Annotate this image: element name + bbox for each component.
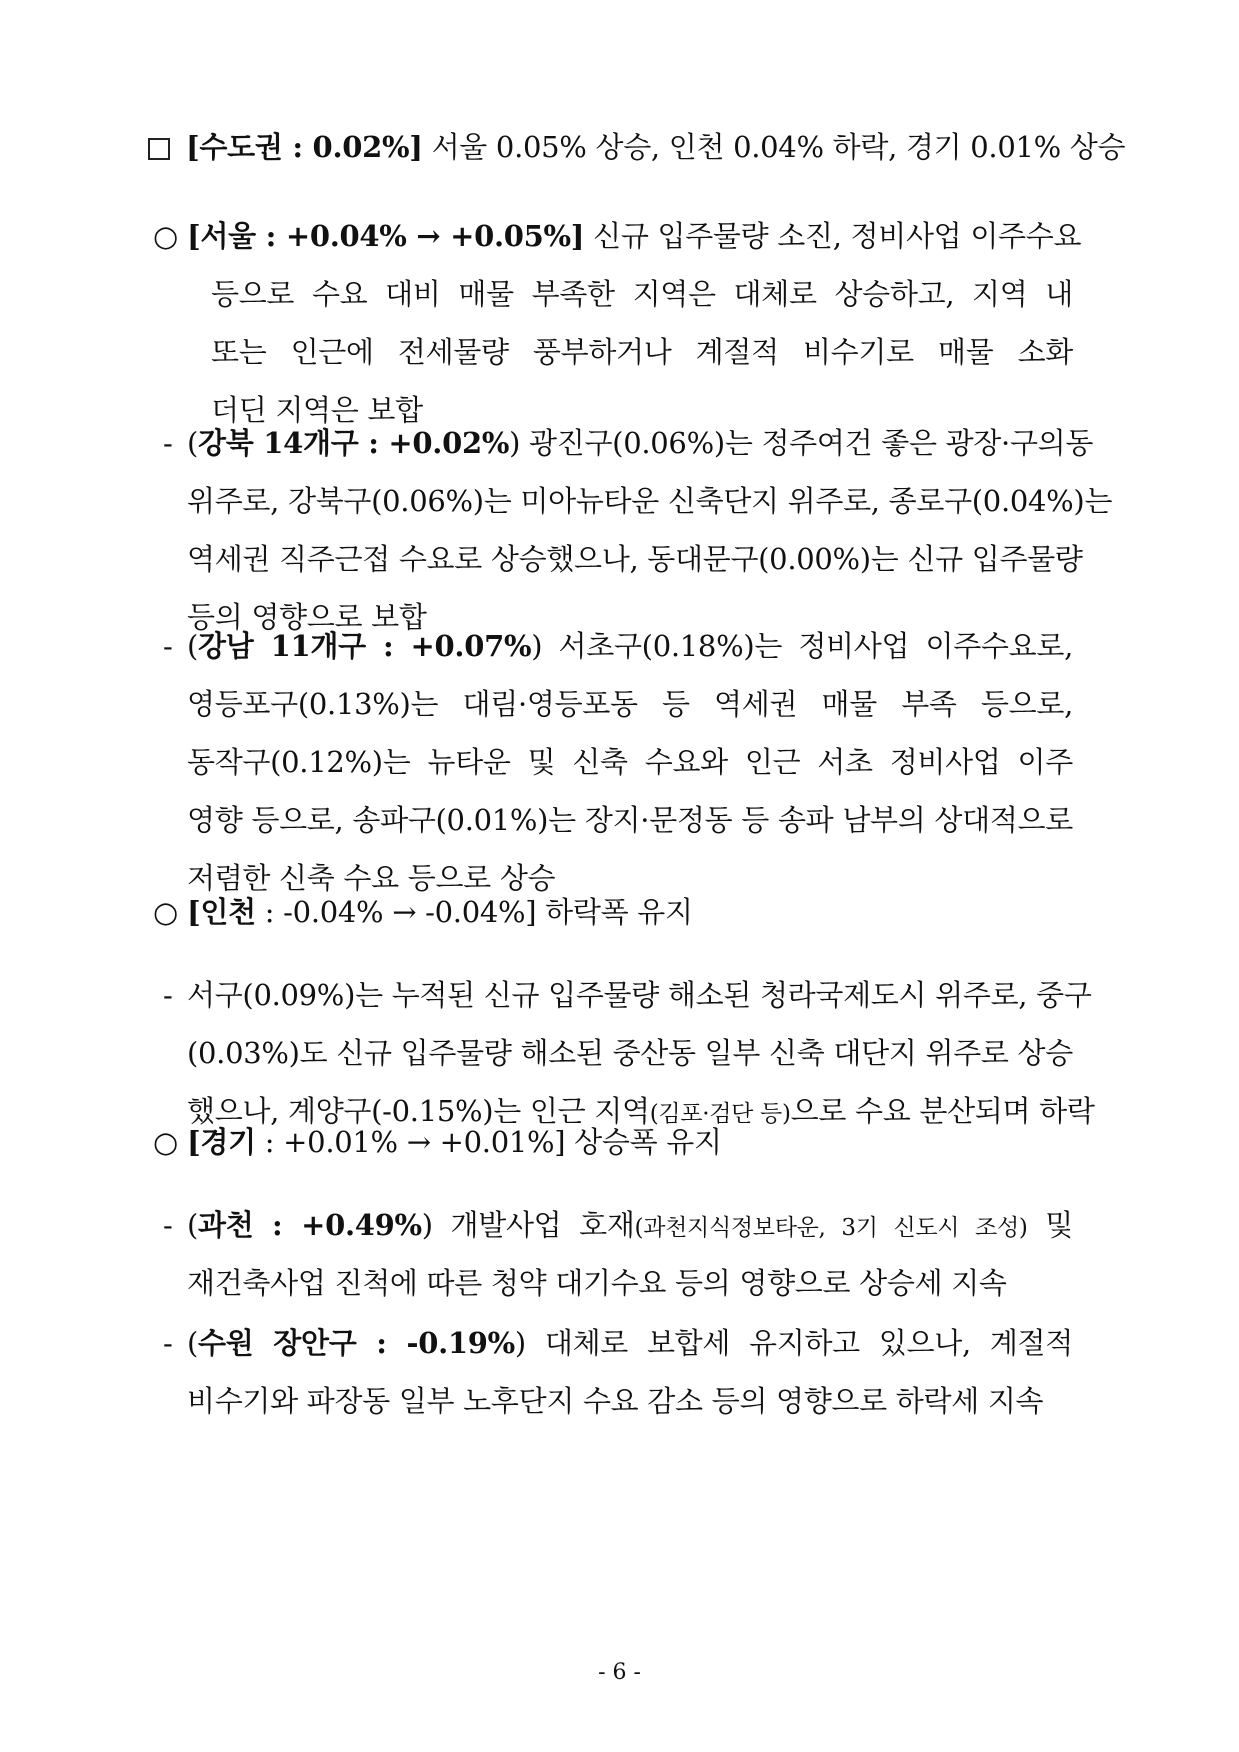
seoul-line: 더딘 지역은 보합: [211, 393, 423, 427]
gangbuk-title: 강북 14개구 : +0.02%: [198, 426, 510, 460]
page-number: - 6 -: [598, 1660, 641, 1685]
paren-close: ): [421, 1208, 433, 1242]
gangbuk-line: 역세권 직주근접 수요로 상승했으나, 동대문구(0.00%)는 신규 입주물량: [187, 542, 1083, 576]
gangbuk-line: 등의 영향으로 보합: [187, 600, 427, 634]
gwacheon-line: 재건축사업 진척에 따른 청약 대기수요 등의 영향으로 상승세 지속: [187, 1266, 1007, 1300]
gangbuk-line: 광진구(0.06%)는 정주여건 좋은 광장·구의동: [520, 426, 1094, 460]
incheon-small-note: (김포·검단 등): [649, 1101, 791, 1127]
paren-close: ): [509, 426, 521, 460]
gangnam-title: 강남 11개구 : +0.07%: [198, 629, 532, 663]
heading-text: 서울 0.05% 상승, 인천 0.04% 하락, 경기 0.01% 상승: [422, 130, 1126, 164]
incheon-text: 하락폭 유지: [536, 895, 693, 929]
circle-bullet-icon: ○: [153, 219, 179, 253]
heading-title: [수도권 : 0.02%]: [186, 130, 423, 164]
incheon-line: 서구(0.09%)는 누적된 신규 입주물량 해소된 청라국제도시 위주로, 중구: [187, 978, 1092, 1012]
seoul-title: [서울 : +0.04% → +0.05%]: [187, 219, 585, 253]
gangnam-paragraph: [163, 617, 1073, 907]
paren-open: (: [187, 1326, 199, 1360]
gangnam-line: 영향 등으로, 송파구(0.01%)는 장지·문정동 등 송파 남부의 상대적으로: [187, 803, 1073, 837]
paren-open: (: [187, 629, 199, 663]
section-heading: [148, 118, 1126, 176]
dash-bullet: -: [163, 1326, 173, 1360]
suwon-line: 대체로 보합세 유지하고 있으나, 계절적: [525, 1326, 1073, 1360]
gangbuk-paragraph: [163, 414, 1113, 646]
gyeonggi-range: : +0.01% → +0.01%]: [255, 1125, 566, 1159]
paren-close: ): [514, 1326, 526, 1360]
seoul-line: 또는 인근에 전세물량 풍부하거나 계절적 비수기로 매물 소화: [211, 335, 1073, 369]
circle-bullet-icon: ○: [153, 1125, 179, 1159]
gwacheon-paragraph: [163, 1196, 1073, 1312]
gyeonggi-text: 상승폭 유지: [565, 1125, 722, 1159]
incheon-line: 으로 수요 분산되며 하락: [790, 1094, 1095, 1128]
checkbox-icon: [148, 138, 170, 160]
dash-bullet: -: [163, 1208, 173, 1242]
circle-bullet-icon: ○: [153, 895, 179, 929]
seoul-line: 등으로 수요 대비 매물 부족한 지역은 대체로 상승하고, 지역 내: [211, 277, 1073, 311]
gangnam-line: 영등포구(0.13%)는 대림·영등포동 등 역세권 매물 부족 등으로,: [187, 687, 1073, 721]
gangnam-line: 저렴한 신축 수요 등으로 상승: [187, 861, 556, 895]
incheon-heading: [153, 883, 1073, 941]
gwacheon-title: 과천 : +0.49%: [198, 1208, 422, 1242]
suwon-line: 비수기와 파장동 일부 노후단지 수요 감소 등의 영향으로 하락세 지속: [187, 1384, 1044, 1418]
seoul-line: 신규 입주물량 소진, 정비사업 이주수요: [584, 219, 1082, 253]
bracket-open: [: [187, 895, 201, 929]
dash-bullet: -: [163, 978, 173, 1012]
bracket-open: [: [187, 1125, 201, 1159]
suwon-paragraph: [163, 1314, 1073, 1430]
gangnam-line: 서초구(0.18%)는 정비사업 이주수요로,: [542, 629, 1073, 663]
suwon-title: 수원 장안구 : -0.19%: [198, 1326, 515, 1360]
dash-bullet: -: [163, 629, 173, 663]
gangbuk-line: 위주로, 강북구(0.06%)는 미아뉴타운 신축단지 위주로, 종로구(0.04%)는: [187, 484, 1113, 518]
incheon-line: (0.03%)도 신규 입주물량 해소된 중산동 일부 신축 대단지 위주로 상승: [187, 1036, 1073, 1070]
gwacheon-text: 개발사업 호재: [432, 1208, 635, 1242]
paren-close: ): [531, 629, 543, 663]
incheon-title: 인천: [200, 895, 256, 929]
incheon-range: : -0.04% → -0.04%]: [255, 895, 537, 929]
paren-open: (: [187, 426, 199, 460]
gangnam-line: 동작구(0.12%)는 뉴타운 및 신축 수요와 인근 서초 정비사업 이주: [187, 745, 1073, 779]
seoul-paragraph: [153, 207, 1082, 439]
gwacheon-small-note: (과천지식정보타운, 3기 신도시 조성): [634, 1215, 1028, 1241]
gyeonggi-title: 경기: [200, 1125, 256, 1159]
gyeonggi-heading: [153, 1113, 1073, 1171]
incheon-line: 했으나, 계양구(-0.15%)는 인근 지역: [187, 1094, 650, 1128]
dash-bullet: -: [163, 426, 173, 460]
gwacheon-text: 및: [1027, 1208, 1073, 1242]
paren-open: (: [187, 1208, 199, 1242]
